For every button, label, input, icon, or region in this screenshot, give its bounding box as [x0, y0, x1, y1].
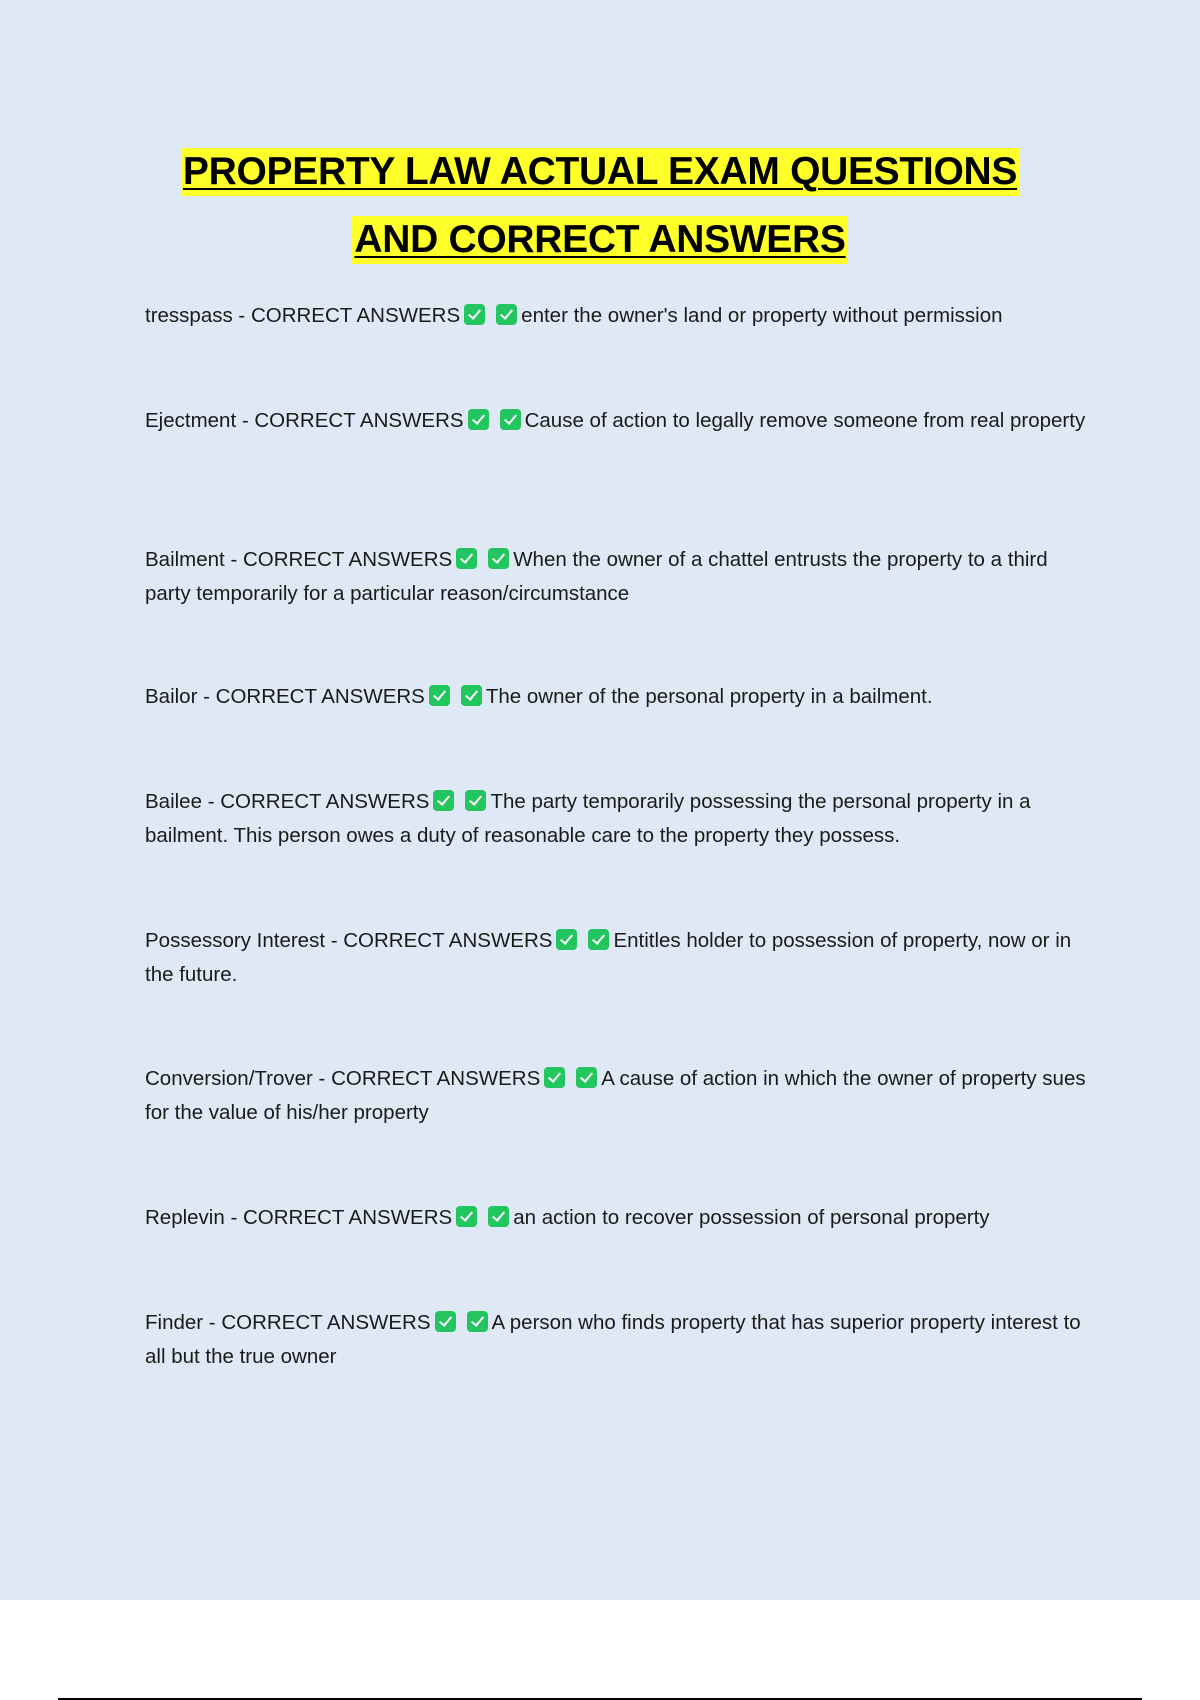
entry-definition: The owner of the personal property in a bailment.: [485, 685, 933, 708]
qa-entry: tresspass - CORRECT ANSWERS enter the owner's land or property without permission: [145, 304, 1003, 327]
check-icon: [556, 929, 577, 950]
check-icon: [488, 548, 509, 569]
title-line-1: PROPERTY LAW ACTUAL EXAM QUESTIONS: [181, 148, 1019, 196]
qa-entry: Possessory Interest - CORRECT ANSWERS Entitles holder to possession of property, now or in the future.: [145, 929, 1072, 986]
answer-marker: CORRECT ANSWERS: [343, 929, 553, 952]
entry-term: Bailor: [145, 685, 198, 708]
check-icon: [544, 1067, 565, 1088]
entry-term: Finder: [145, 1311, 204, 1334]
check-icon: [465, 790, 486, 811]
check-icon: [500, 409, 521, 430]
check-icon: [429, 685, 450, 706]
check-icon: [464, 304, 485, 325]
qa-entry: Conversion/Trover - CORRECT ANSWERS A cause of action in which the owner of property sues for the value of his/her property: [145, 1067, 1086, 1124]
qa-entry: Bailee - CORRECT ANSWERS The party temporarily possessing the personal property in a bailment. This person owes a duty of reasonable care to the property they possess.: [145, 790, 1031, 847]
title-line-2: AND CORRECT ANSWERS: [352, 216, 847, 264]
qa-entry: Finder - CORRECT ANSWERS A person who finds property that has superior property interest to all but the true owner: [145, 1311, 1081, 1368]
check-icon: [468, 409, 489, 430]
entry-definition: A person who finds property that has superior property interest to all but the true owner: [145, 1311, 1081, 1368]
qa-entry: Ejectment - CORRECT ANSWERS Cause of action to legally remove someone from real property: [145, 409, 1086, 432]
entry-definition: Cause of action to legally remove someone from real property: [524, 409, 1086, 432]
check-icon: [456, 1206, 477, 1227]
check-icon: [496, 304, 517, 325]
entry-term: Conversion/Trover: [145, 1067, 313, 1090]
qa-entry: Bailment - CORRECT ANSWERS When the owner of a chattel entrusts the property to a third party temporarily for a particular reason/circumstance: [145, 548, 1048, 605]
check-icon: [433, 790, 454, 811]
entry-definition: A cause of action in which the owner of property sues for the value of his/her property: [145, 1067, 1086, 1124]
answer-marker: CORRECT ANSWERS: [250, 304, 461, 327]
check-icon: [456, 548, 477, 569]
answer-marker: CORRECT ANSWERS: [243, 1206, 453, 1229]
check-icon: [461, 685, 482, 706]
qa-entry: Replevin - CORRECT ANSWERS an action to recover possession of personal property: [145, 1206, 990, 1229]
entry-definition: an action to recover possession of personal property: [513, 1206, 990, 1229]
answer-marker: CORRECT ANSWERS: [220, 790, 430, 813]
entry-term: Possessory Interest: [145, 929, 326, 952]
answer-marker: CORRECT ANSWERS: [242, 548, 453, 571]
entry-term: tresspass: [145, 304, 233, 327]
document-title: [0, 146, 1200, 282]
entry-term: Ejectment: [145, 409, 237, 432]
answer-marker: CORRECT ANSWERS: [331, 1067, 541, 1090]
answer-marker: CORRECT ANSWERS: [221, 1311, 431, 1334]
qa-entry: Bailor - CORRECT ANSWERS The owner of the personal property in a bailment.: [145, 685, 933, 708]
entry-term: Bailment: [145, 548, 225, 571]
answer-marker: CORRECT ANSWERS: [254, 409, 464, 432]
entry-term: Bailee: [145, 790, 202, 813]
check-icon: [576, 1067, 597, 1088]
entry-definition: enter the owner's land or property without permission: [521, 304, 1003, 327]
entry-definition: When the owner of a chattel entrusts the property to a third party temporarily for a particular reason/circumstance: [145, 548, 1048, 605]
check-icon: [588, 929, 609, 950]
check-icon: [488, 1206, 509, 1227]
answer-marker: CORRECT ANSWERS: [215, 685, 425, 708]
check-icon: [467, 1311, 488, 1332]
entry-term: Replevin: [145, 1206, 225, 1229]
check-icon: [435, 1311, 456, 1332]
entry-definition: The party temporarily possessing the personal property in a bailment. This person owes a duty of reasonable care to the property they possess.: [145, 790, 1031, 847]
entry-definition: Entitles holder to possession of property, now or in the future.: [145, 929, 1072, 986]
